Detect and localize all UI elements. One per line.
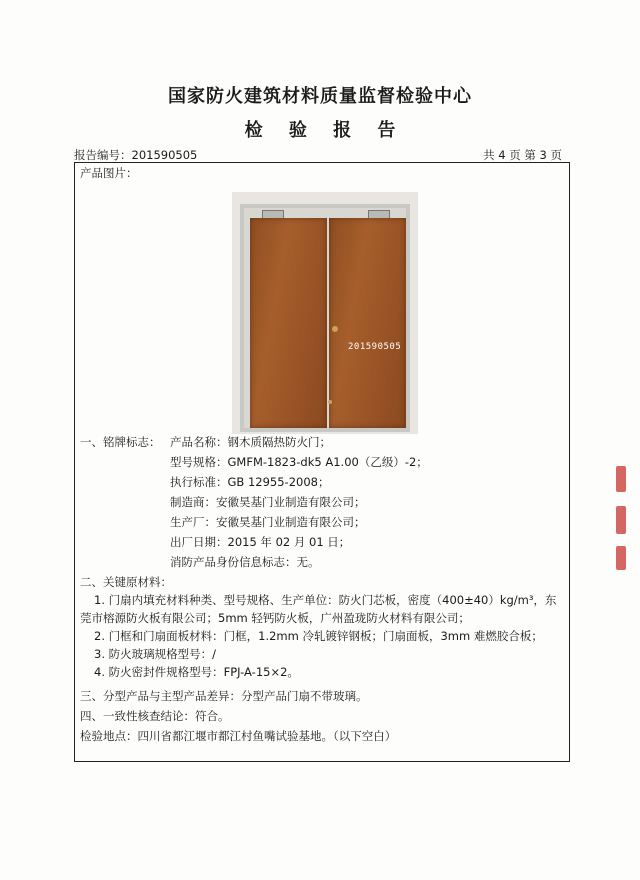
nameplate-product-name: 产品名称：钢木质隔热防火门；	[170, 435, 331, 449]
photo-report-stamp: 201590505	[348, 342, 402, 352]
section3-difference: 三、分型产品与主型产品差异：分型产品门扇不带玻璃。	[80, 689, 368, 703]
door-latch-icon	[328, 400, 332, 404]
photo-label: 产品图片：	[80, 166, 138, 180]
nameplate-id-mark: 消防产品身份信息标志：无。	[170, 555, 320, 569]
seal-fragment-top	[616, 466, 626, 492]
material-item-3: 3. 防火玻璃规格型号：/	[94, 647, 217, 661]
material-item-1-cont: 莞市榕源防火板有限公司；5mm 轻钙防火板，广州盈珑防火材料有限公司；	[80, 611, 470, 625]
report-number: 报告编号：201590505	[74, 148, 198, 162]
report-title: 国家防火建筑材料质量监督检验中心	[168, 86, 472, 107]
nameplate-factory: 生产厂：安徽昊基门业制造有限公司；	[170, 515, 366, 529]
door-handle-icon	[332, 326, 338, 332]
report-subtitle: 检 验 报 告	[244, 120, 406, 141]
material-item-4: 4. 防火密封件规格型号：FPJ-A-15×2。	[94, 665, 299, 679]
seal-fragment-middle	[616, 506, 626, 534]
nameplate-standard: 执行标准：GB 12955-2008；	[170, 475, 330, 489]
door-leaf-left	[250, 218, 327, 428]
door-frame	[240, 204, 410, 432]
page-indicator: 共 4 页 第 3 页	[483, 148, 562, 162]
nameplate-date: 出厂日期：2015 年 02 月 01 日；	[170, 535, 351, 549]
material-item-2: 2. 门框和门扇面板材料：门框，1.2mm 冷轧镀锌钢板；门扇面板，3mm 难燃胶合板；	[94, 629, 543, 643]
nameplate-manufacturer: 制造商：安徽昊基门业制造有限公司；	[170, 495, 366, 509]
door-leaf-right	[329, 218, 406, 428]
product-photo	[232, 192, 418, 434]
section4-conclusion: 四、一致性核查结论：符合。	[80, 709, 230, 723]
nameplate-model-spec: 型号规格：GMFM-1823-dk5 A1.00（乙级）-2；	[170, 455, 428, 469]
section2-heading: 二、关键原材料：	[80, 575, 172, 589]
material-item-1: 1. 门扇内填充材料种类、型号规格、生产单位：防火门芯板，密度（400±40）kg/m³，东	[94, 593, 557, 607]
section1-heading: 一、铭牌标志：	[80, 435, 161, 449]
test-location: 检验地点：四川省都江堰市都江村鱼嘴试验基地。（以下空白）	[80, 729, 397, 743]
seal-fragment-bottom	[616, 546, 626, 570]
